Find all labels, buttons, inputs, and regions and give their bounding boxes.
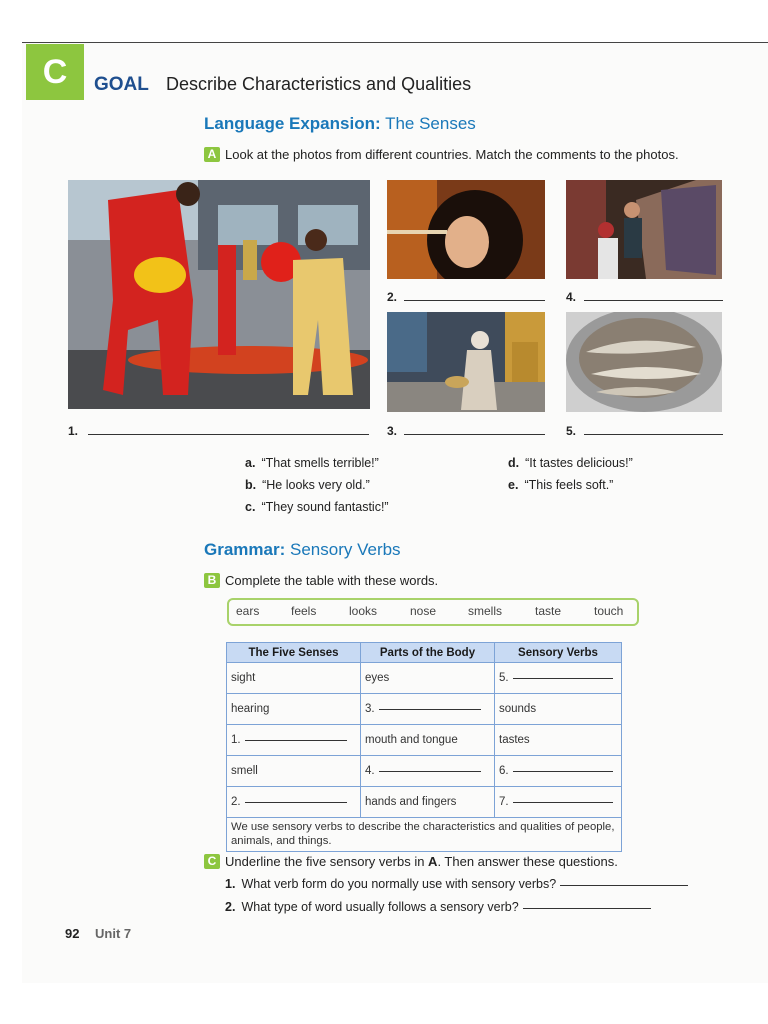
comment-letter: b.: [245, 478, 257, 492]
exercise-c-text-start: Underline the five sensory verbs in: [225, 854, 429, 869]
word-bank-item: nose: [410, 604, 437, 618]
photo-5-canned-fish: [566, 312, 722, 412]
answer-line-1[interactable]: [88, 434, 369, 435]
comment-text: “They sound fantastic!”: [261, 500, 389, 514]
answer-line-5[interactable]: [584, 434, 723, 435]
photo-number-2: 2.: [387, 290, 398, 304]
table-cell[interactable]: [361, 694, 495, 725]
exercise-c-instruction: [204, 854, 618, 869]
cell-text: sounds: [499, 703, 537, 715]
word-bank-item: touch: [594, 604, 624, 618]
grammar-heading: [204, 540, 401, 560]
comment-c: [245, 500, 389, 514]
cell-text: 6.: [499, 765, 509, 777]
comment-text: “That smells terrible!”: [261, 456, 379, 470]
photo-number-3: 3.: [387, 424, 398, 438]
exercise-c-text-end: . Then answer these questions.: [437, 854, 618, 869]
column-header: Sensory Verbs: [495, 643, 622, 663]
cell-text: hearing: [231, 703, 270, 715]
question-1: [225, 877, 688, 891]
unit-label: Unit 7: [95, 926, 132, 941]
exercise-b-instruction: [204, 573, 438, 588]
word-bank-item: smells: [468, 604, 503, 618]
column-header: The Five Senses: [227, 643, 361, 663]
comment-letter: e.: [508, 478, 519, 492]
exercise-a-text: Look at the photos from different countries. Match the comments to the photos.: [225, 147, 679, 162]
heading-rest: The Senses: [385, 114, 476, 133]
word-bank-item: ears: [236, 604, 260, 618]
cell-text: smell: [231, 765, 258, 777]
heading-bold: Grammar:: [204, 540, 286, 559]
photo-3-old-man: [387, 312, 545, 412]
heading-rest: Sensory Verbs: [290, 540, 401, 559]
comment-e: [508, 478, 613, 492]
answer-line-2[interactable]: [404, 300, 545, 301]
table-row: [227, 725, 622, 756]
column-header: Parts of the Body: [361, 643, 495, 663]
answer-line-q2[interactable]: [523, 908, 651, 909]
photo-number-4: 4.: [566, 290, 577, 304]
goal-title: Describe Characteristics and Qualities: [166, 74, 472, 94]
blank-line[interactable]: [379, 771, 481, 772]
answer-line-3[interactable]: [404, 434, 545, 435]
cell-text: 4.: [365, 765, 375, 777]
exercise-a-instruction: [204, 147, 679, 162]
photo-number-5: 5.: [566, 424, 577, 438]
question-2: [225, 900, 651, 914]
cell-text: 7.: [499, 796, 509, 808]
table-cell: [361, 663, 495, 694]
table-cell: [495, 725, 622, 756]
language-expansion-heading: [204, 114, 476, 134]
photo-number-1: 1.: [68, 424, 79, 438]
cell-text: mouth and tongue: [365, 734, 458, 746]
question-number: 1.: [225, 877, 236, 891]
blank-line[interactable]: [513, 771, 613, 772]
cell-text: hands and fingers: [365, 796, 457, 808]
word-bank-item: feels: [291, 604, 317, 618]
table-cell: [227, 694, 361, 725]
exercise-c-tag: C: [204, 854, 220, 869]
cell-text: tastes: [499, 734, 530, 746]
cell-text: 1.: [231, 734, 241, 746]
word-bank-item: taste: [535, 604, 562, 618]
photo-4-fabric-market: [566, 180, 722, 279]
cell-text: 3.: [365, 703, 375, 715]
table-cell: [361, 787, 495, 818]
comment-text: “This feels soft.”: [524, 478, 614, 492]
comment-text: “He looks very old.”: [262, 478, 370, 492]
word-bank-item: looks: [349, 604, 378, 618]
comment-text: “It tastes delicious!”: [525, 456, 633, 470]
cell-text: sight: [231, 672, 256, 684]
question-number: 2.: [225, 900, 236, 914]
cell-text: 5.: [499, 672, 509, 684]
blank-line[interactable]: [513, 802, 613, 803]
table-cell[interactable]: [227, 787, 361, 818]
question-text: What verb form do you normally use with sensory verbs?: [241, 877, 557, 891]
answer-line-q1[interactable]: [560, 885, 688, 886]
blank-line[interactable]: [245, 802, 347, 803]
comment-letter: c.: [245, 500, 256, 514]
senses-table: [226, 642, 622, 852]
comment-letter: a.: [245, 456, 256, 470]
table-cell[interactable]: [495, 756, 622, 787]
page-number: 92: [65, 926, 80, 941]
table-cell: [361, 725, 495, 756]
exercise-a-tag: A: [204, 147, 220, 162]
blank-line[interactable]: [245, 740, 347, 741]
photo-2-tasting-woman: [387, 180, 545, 279]
table-cell: [227, 756, 361, 787]
blank-line[interactable]: [379, 709, 481, 710]
section-badge: C: [26, 44, 84, 100]
table-cell[interactable]: [495, 787, 622, 818]
cell-text: eyes: [365, 672, 390, 684]
table-row: [227, 694, 622, 725]
table-cell: [495, 694, 622, 725]
comment-d: [508, 456, 633, 470]
answer-line-4[interactable]: [584, 300, 723, 301]
question-text: What type of word usually follows a sensory verb?: [241, 900, 519, 914]
blank-line[interactable]: [513, 678, 613, 679]
table-note: We use sensory verbs to describe the characteristics and qualities of people, animals, and things.: [227, 818, 622, 852]
table-row: [227, 663, 622, 694]
goal-label: GOAL: [94, 74, 149, 95]
table-cell[interactable]: [495, 663, 622, 694]
exercise-c-text-bold: A: [428, 854, 438, 869]
comment-b: [245, 478, 370, 492]
exercise-b-tag: B: [204, 573, 220, 588]
table-header-row: [227, 643, 622, 663]
table-cell[interactable]: [227, 725, 361, 756]
comment-letter: d.: [508, 456, 520, 470]
comment-a: [245, 456, 379, 470]
table-cell: [227, 663, 361, 694]
cell-text: 2.: [231, 796, 241, 808]
table-row: [227, 756, 622, 787]
table-cell[interactable]: [361, 756, 495, 787]
photo-1-parade: [68, 180, 370, 409]
table-row: [227, 787, 622, 818]
exercise-b-text: Complete the table with these words.: [225, 573, 439, 588]
heading-bold: Language Expansion:: [204, 114, 381, 133]
table-note-row: [227, 818, 622, 852]
